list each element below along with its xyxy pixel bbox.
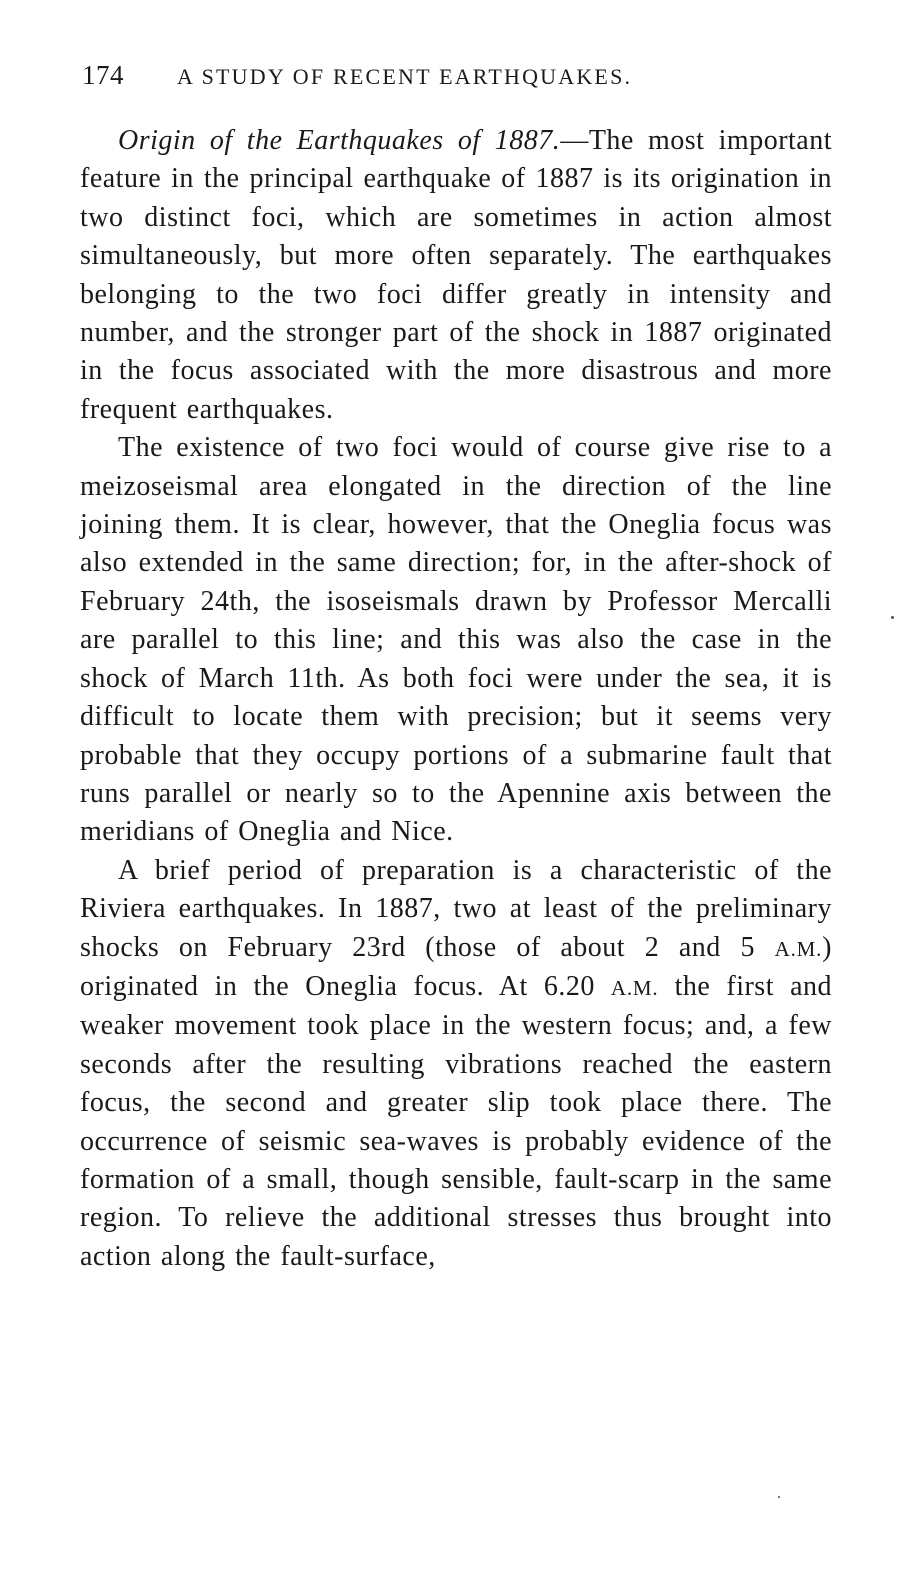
paragraph-text: the first and weaker movement took place in the western focus; and, a few seconds after the resulting vibrations reached the eastern focus, the second and greater slip took place there. The occurrence of seismic sea-waves is probably evidence of the formation of a small, though sensible, fault-scarp in the same region. To relieve the additional stresses thus brought into action along the fault-surface, <box>80 970 832 1272</box>
body-text <box>80 122 832 1276</box>
running-title: A STUDY OF RECENT EARTHQUAKES. <box>177 64 633 89</box>
print-speck <box>778 1496 780 1498</box>
section-heading: Origin of the Earthquakes of 1887. <box>118 125 561 156</box>
print-speck <box>891 616 894 619</box>
paragraph-foci <box>80 429 832 851</box>
paragraph-preparation <box>80 852 832 1276</box>
running-head <box>82 60 832 100</box>
page-number: 174 <box>82 60 124 90</box>
paragraph-text: ) originated in the Oneglia focus. At 6.20 <box>80 931 832 1002</box>
time-abbreviation: A.M. <box>610 975 659 1000</box>
paragraph-text: A brief period of preparation is a characteristic of the Riviera earthquakes. In 1887, two at least of the preliminary shocks on February 23rd (those of about 2 and 5 <box>80 854 832 963</box>
paragraph-text: —The most important feature in the principal earthquake of 1887 is its origination in two distinct foci, which are sometimes in action almost simultaneously, but more often separately. The earthquakes belonging to the two foci differ greatly in intensity and number, and the stronger part of the shock in 1887 originated in the focus associated with the more disastrous and more frequent earthquakes. <box>80 125 832 425</box>
paragraph-text: The existence of two foci would of course give rise to a meizoseismal area elongated in the direction of the line joining them. It is clear, however, that the Oneglia focus was also extended in the same direction; for, in the after-shock of February 24th, the isoseismals drawn by Professor Mercalli are parallel to this line; and this was also the case in the shock of March 11th. As both foci were under the sea, it is difficult to locate them with precision; but it seems very probable that they occupy portions of a submarine fault that runs parallel or nearly so to the Apennine axis between the meridians of Oneglia and Nice. <box>80 432 832 848</box>
paragraph-origin <box>80 122 832 429</box>
time-abbreviation: A.M. <box>774 936 823 961</box>
